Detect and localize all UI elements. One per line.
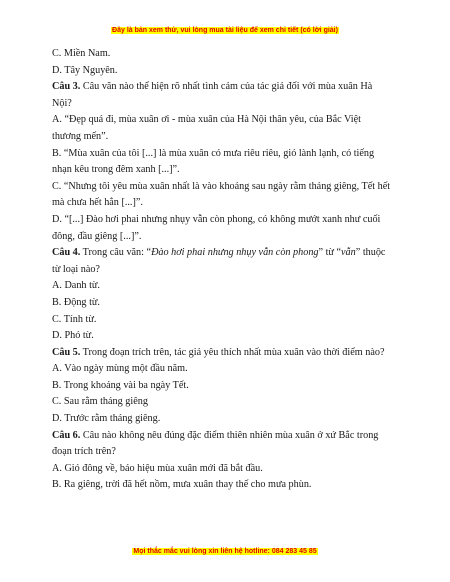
preview-banner	[0, 27, 450, 34]
q4-text-mid: ” từ “	[318, 247, 342, 259]
q5-option-c: C. Sau rằm tháng giêng	[52, 396, 148, 408]
q3-label: Câu 3.	[52, 81, 81, 93]
q6-text-line1: Câu nào không nêu đúng đặc điểm thiên nhiên mùa xuân ở xứ Bắc trong	[80, 429, 379, 441]
hotline-banner-text: Mọi thắc mắc vui lòng xin liên hệ hotline: 084 283 45 85	[133, 548, 317, 555]
q3-option-b-line1: B. “Mùa xuân của tôi [...] là mùa xuân có mưa riêu riêu, gió lành lạnh, có tiếng	[52, 147, 375, 159]
q6-label: Câu 6.	[52, 429, 81, 441]
q5-option-a: A. Vào ngày mùng một đầu năm.	[52, 363, 188, 375]
q4-option-d: D. Phó từ.	[52, 330, 94, 342]
q6-option-a: A. Gió đông về, báo hiệu mùa xuân mới đã bắt đầu.	[52, 462, 263, 474]
q3-option-b-line2: nhạn kêu trong đêm xanh [...]”.	[52, 164, 180, 176]
q4-option-c: C. Tính từ.	[52, 313, 97, 325]
q4-text-pre: Trong câu văn: “	[80, 247, 152, 259]
q3-text-line2: Nội?	[52, 97, 72, 109]
q5-text: Trong đoạn trích trên, tác giả yêu thích nhất mùa xuân vào thời điểm nào?	[80, 346, 385, 358]
q4-option-b: B. Động từ.	[52, 296, 100, 308]
q3-text-line1: Câu văn nào thể hiện rõ nhất tình cảm của tác giả đối với mùa xuân Hà	[80, 81, 373, 93]
q5-option-d: D. Trước rằm tháng giêng.	[52, 413, 161, 425]
q4-text-line2: từ loại nào?	[52, 263, 100, 275]
q5-option-b: B. Trong khoảng vài ba ngày Tết.	[52, 379, 189, 391]
hotline-banner	[0, 548, 450, 555]
question-content	[52, 46, 402, 494]
q5-label: Câu 5.	[52, 346, 81, 358]
preview-banner-text: Đây là bản xem thử, vui lòng mua tài liệu để xem chi tiết (có lời giải)	[112, 27, 338, 34]
q6-stem	[52, 428, 402, 445]
q3-option-a-line1: A. “Đẹp quá đi, mùa xuân ơi - mùa xuân của Hà Nội thân yêu, của Bắc Việt	[52, 114, 361, 126]
q3-option-c-line1: C. “Nhưng tôi yêu mùa xuân nhất là vào khoảng sau ngày rằm tháng giêng, Tết hết	[52, 180, 391, 192]
q3-option-a-line2: thương mến”.	[52, 130, 109, 142]
q4-stem	[52, 245, 402, 262]
q3-stem	[52, 79, 402, 96]
q3-option-d-line2: đông, đầu giêng [...]”.	[52, 230, 142, 242]
q4-text-post: ” thuộc	[355, 247, 386, 259]
q5-stem	[52, 345, 402, 362]
q4-word: vẫn	[341, 247, 356, 259]
q2-option-c: C. Miền Nam.	[52, 48, 111, 59]
q6-text-line2: đoạn trích trên?	[52, 446, 116, 458]
q4-option-a: A. Danh từ.	[52, 280, 100, 292]
q3-option-d-line1: D. “[...] Đào hơi phai nhưng nhụy vẫn còn phong, có không mướt xanh như cuối	[52, 213, 381, 225]
q3-option-c-line2: mà chưa hết hẳn [...]”.	[52, 197, 143, 209]
q4-label: Câu 4.	[52, 247, 81, 259]
q4-quote: Đào hơi phai nhưng nhụy vẫn còn phong	[151, 247, 319, 259]
q2-option-d: D. Tây Nguyên.	[52, 64, 118, 76]
q6-option-b: B. Ra giêng, trời đã hết nồm, mưa xuân thay thế cho mưa phùn.	[52, 479, 312, 491]
